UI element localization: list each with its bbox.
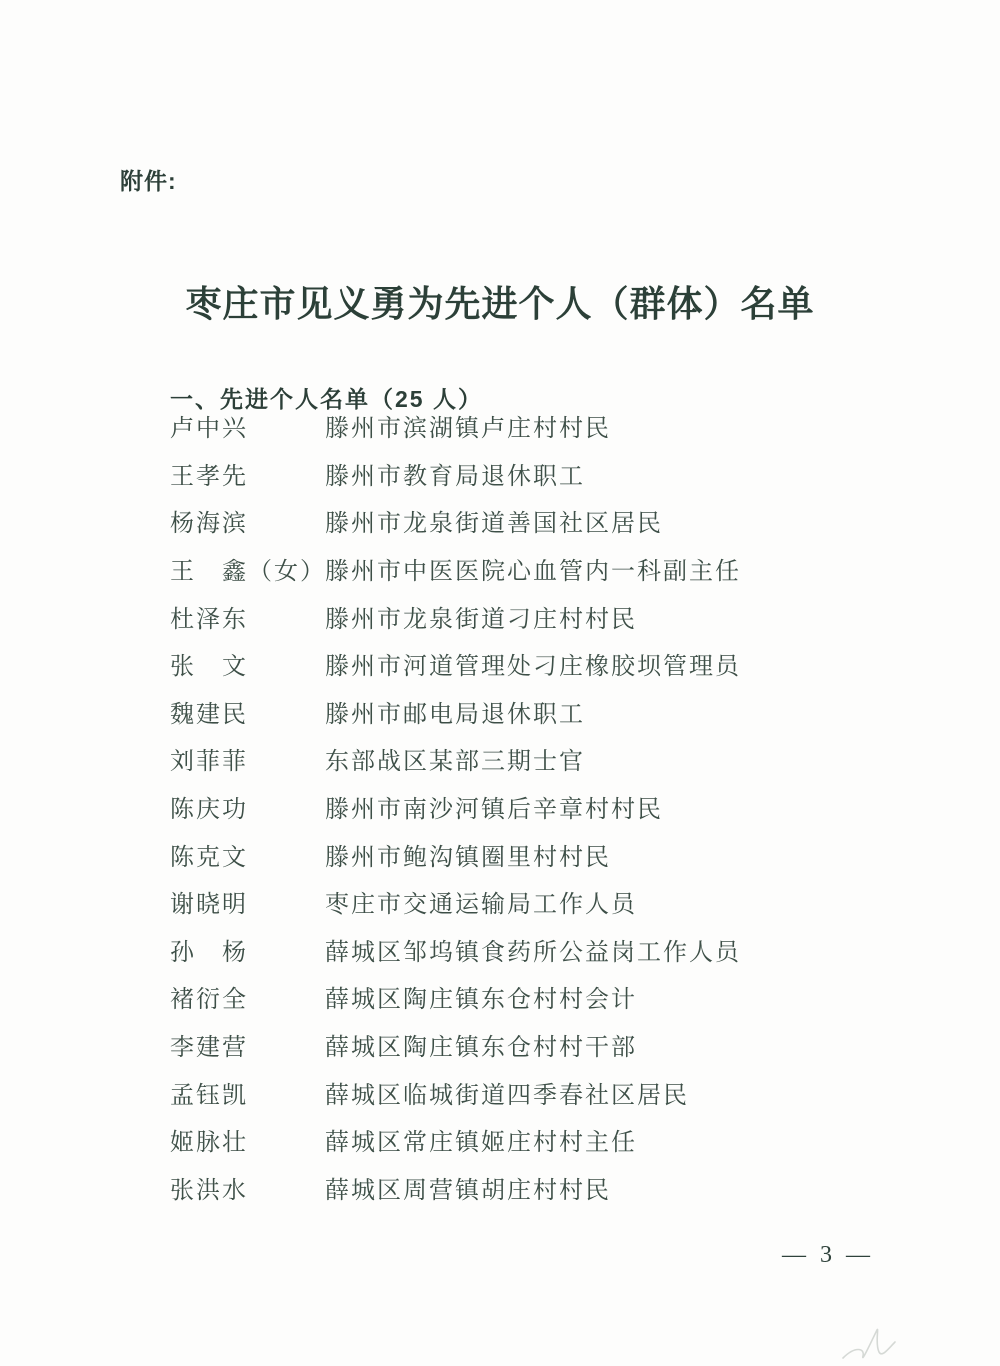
person-name: 刘菲菲	[170, 749, 248, 776]
list-item	[170, 973, 870, 1021]
person-desc: 东部战区某部三期士官	[325, 749, 585, 776]
person-name: 陈克文	[170, 844, 248, 871]
list-item	[170, 497, 870, 545]
person-name: 李建营	[170, 1035, 248, 1062]
person-desc: 滕州市龙泉街道刁庄村村民	[325, 606, 637, 633]
person-name: 孙 杨	[170, 939, 248, 966]
person-name: 陈庆功	[170, 797, 248, 824]
person-name: 谢晓明	[170, 892, 248, 919]
list-item	[170, 1164, 870, 1212]
person-desc: 滕州市中医医院心血管内一科副主任	[325, 559, 741, 586]
person-desc: 滕州市教育局退休职工	[325, 463, 585, 490]
person-name: 孟钰凯	[170, 1082, 248, 1109]
person-desc: 滕州市龙泉街道善国社区居民	[325, 511, 663, 538]
list-item	[170, 402, 870, 450]
list-item	[170, 926, 870, 974]
list-item	[170, 878, 870, 926]
person-name: 杜泽东	[170, 606, 248, 633]
individual-list	[170, 402, 870, 1211]
list-item	[170, 450, 870, 498]
page-number: — 3 —	[782, 1242, 874, 1268]
list-item	[170, 1021, 870, 1069]
person-desc: 滕州市滨湖镇卢庄村村民	[325, 416, 611, 443]
person-desc: 滕州市河道管理处刁庄橡胶坝管理员	[325, 654, 741, 681]
person-desc: 薛城区周营镇胡庄村村民	[325, 1177, 611, 1204]
person-name: 卢中兴	[170, 416, 248, 443]
person-desc: 薛城区常庄镇姬庄村村主任	[325, 1130, 637, 1157]
person-name: 魏建民	[170, 701, 248, 728]
list-item	[170, 1068, 870, 1116]
person-name: 褚衍全	[170, 987, 248, 1014]
person-name: 王 鑫（女）	[170, 559, 326, 586]
person-desc: 薛城区临城街道四季春社区居民	[325, 1082, 689, 1109]
person-desc: 滕州市南沙河镇后辛章村村民	[325, 797, 663, 824]
person-name: 杨海滨	[170, 511, 248, 538]
person-desc: 滕州市邮电局退休职工	[325, 701, 585, 728]
section-heading: 一、先进个人名单（25 人）	[170, 386, 483, 413]
list-item	[170, 688, 870, 736]
person-desc: 枣庄市交通运输局工作人员	[325, 892, 637, 919]
person-desc: 薛城区陶庄镇东仓村村会计	[325, 987, 637, 1014]
list-item	[170, 1116, 870, 1164]
list-item	[170, 830, 870, 878]
pen-scribble-scan-artifact	[835, 1318, 905, 1366]
person-name: 姬脉壮	[170, 1130, 248, 1157]
list-item	[170, 783, 870, 831]
attachment-label: 附件:	[120, 168, 177, 194]
list-item	[170, 735, 870, 783]
list-item	[170, 545, 870, 593]
person-desc: 滕州市鲍沟镇圈里村村民	[325, 844, 611, 871]
list-item	[170, 640, 870, 688]
document-title: 枣庄市见义勇为先进个人（群体）名单	[185, 284, 815, 325]
list-item	[170, 592, 870, 640]
person-name: 张洪水	[170, 1177, 248, 1204]
person-name: 王孝先	[170, 463, 248, 490]
person-name: 张 文	[170, 654, 248, 681]
person-desc: 薛城区陶庄镇东仓村村干部	[325, 1035, 637, 1062]
person-desc: 薛城区邹坞镇食药所公益岗工作人员	[325, 939, 741, 966]
